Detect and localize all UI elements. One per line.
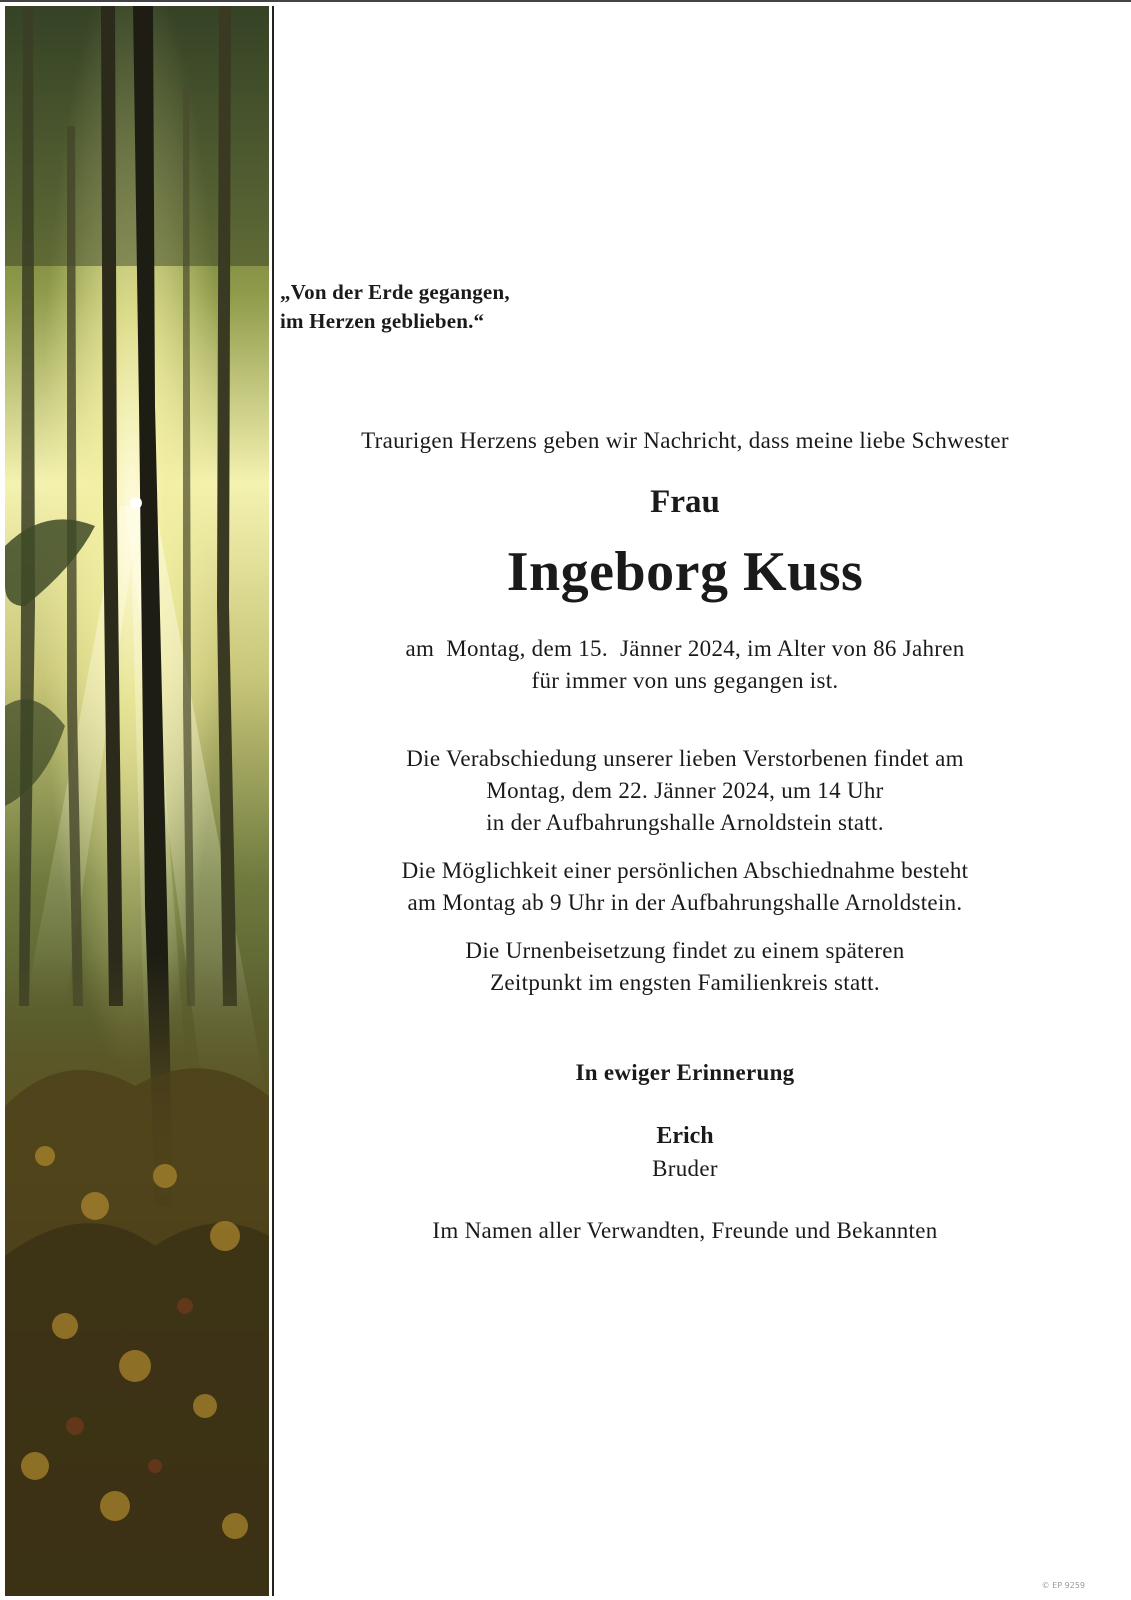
urn-line-1: Die Urnenbeisetzung findet zu einem späteren [465, 938, 905, 963]
signer-relation: Bruder [652, 1156, 718, 1181]
memorial-quote [280, 278, 510, 336]
farewell-line-2: Montag, dem 22. Jänner 2024, um 14 Uhr [486, 778, 884, 803]
death-notice [290, 633, 1080, 697]
viewing-info [290, 855, 1080, 919]
viewing-line-1: Die Möglichkeit einer persönlichen Abschiednahme besteht [401, 858, 969, 883]
announcement-intro: Traurigen Herzens geben wir Nachricht, dass meine liebe Schwester [361, 428, 1009, 453]
urn-burial-info [290, 935, 1080, 999]
memory-heading: In ewiger Erinnerung [575, 1060, 795, 1085]
salutation: Frau [650, 484, 720, 520]
farewell-ceremony [290, 743, 1080, 839]
farewell-line-1: Die Verabschiedung unserer lieben Verstorbenen findet am [406, 746, 964, 771]
print-code: © EP 9259 [1041, 1581, 1085, 1590]
farewell-line-3: in der Aufbahrungshalle Arnoldstein statt. [486, 810, 884, 835]
death-notice-line-1: am Montag, dem 15. Jänner 2024, im Alter von 86 Jahren [405, 636, 965, 661]
death-notice-line-2: für immer von uns gegangen ist. [531, 668, 839, 693]
forest-photo [5, 6, 269, 1596]
deceased-name: Ingeborg Kuss [506, 541, 864, 603]
quote-line-2: im Herzen geblieben.“ [280, 309, 485, 333]
quote-line-1: „Von der Erde gegangen, [280, 280, 510, 304]
viewing-line-2: am Montag ab 9 Uhr in der Aufbahrungshalle Arnoldstein. [407, 890, 963, 915]
panel-divider [272, 6, 274, 1596]
signer-name: Erich [656, 1123, 714, 1149]
urn-line-2: Zeitpunkt im engsten Familienkreis statt. [490, 970, 880, 995]
top-border-line [0, 0, 1131, 2]
closing-line: Im Namen aller Verwandten, Freunde und Bekannten [432, 1218, 938, 1243]
